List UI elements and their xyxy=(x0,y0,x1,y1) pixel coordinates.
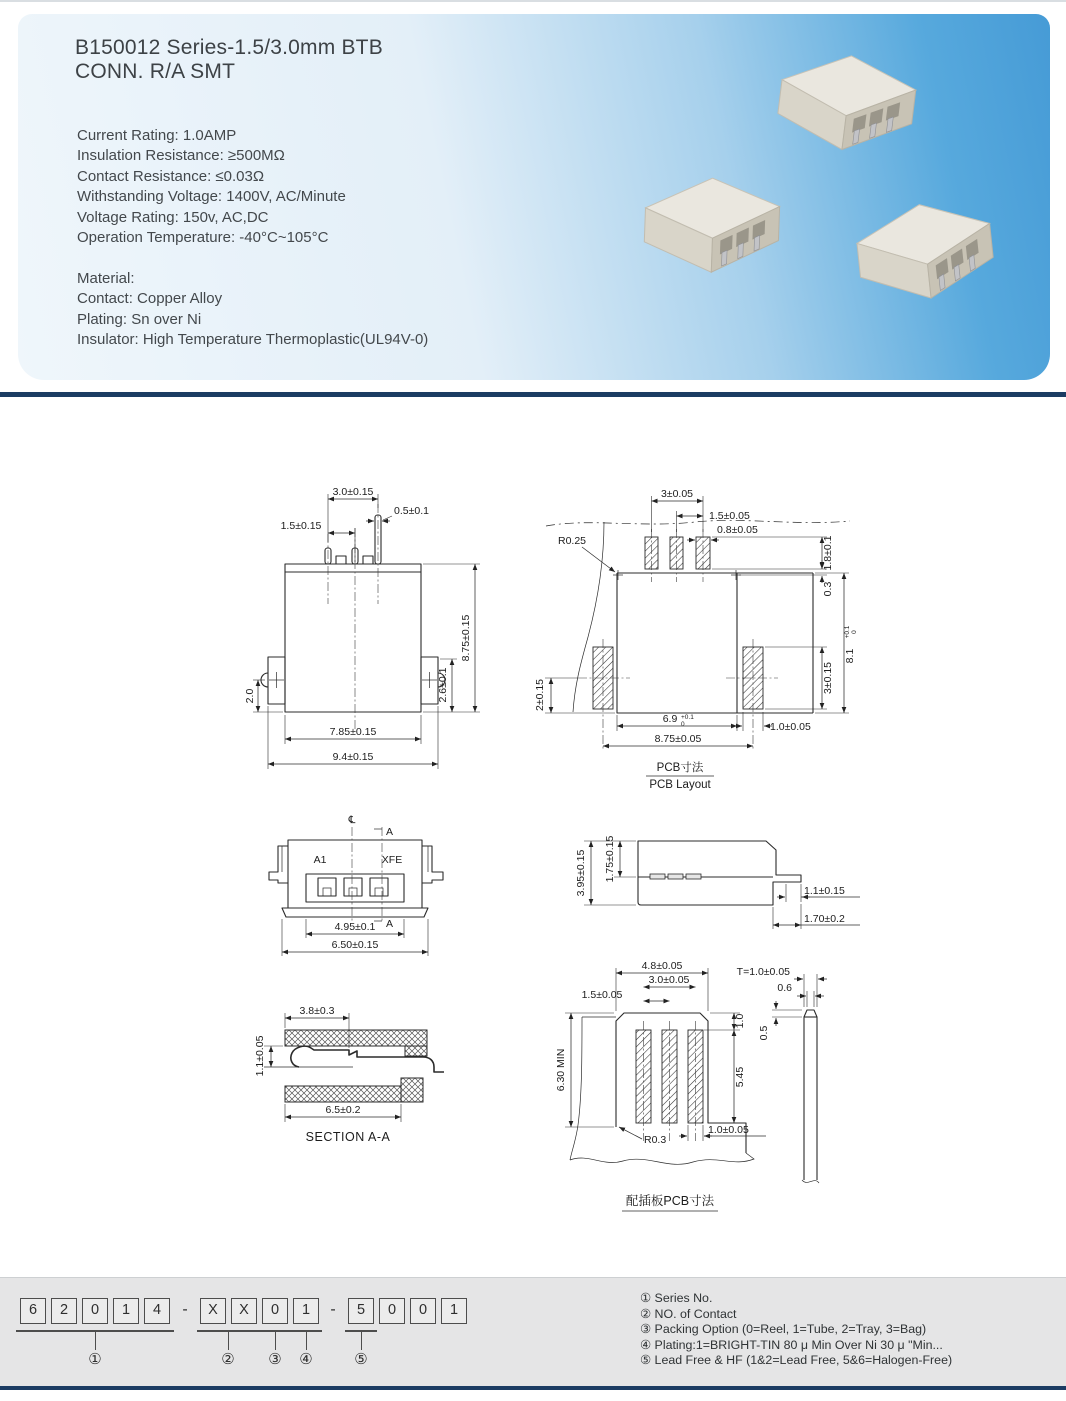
section-aa-dimensions xyxy=(254,1005,401,1144)
drawing-side-view xyxy=(568,805,883,955)
legend-plating: ④ Plating:1=BRIGHT-TIN 80 μ Min Over Ni 30 μ "Min... xyxy=(640,1337,943,1352)
marker-circle-2: ② xyxy=(221,1351,235,1368)
marker-connector-1 xyxy=(95,1332,96,1350)
spec-voltage-rating: Voltage Rating: 150v, AC,DC xyxy=(77,208,269,226)
ordering-legend xyxy=(640,1291,952,1369)
front-view-dimensions xyxy=(244,486,480,769)
dim-tab-height: 2.6±0.1 xyxy=(437,667,449,703)
pcb-layout-geometry xyxy=(546,520,850,750)
spec-insulation-resistance: Insulation Resistance: ≥500MΩ xyxy=(77,147,285,165)
part-code-box-8: 0 xyxy=(262,1298,288,1324)
dim-upper-height: 1.75±0.15 xyxy=(604,835,616,883)
dim-pad-edge: 1.8±0.1 xyxy=(822,535,834,571)
part-code-box-9: 1 xyxy=(293,1298,319,1324)
product-photo-connector-left xyxy=(643,176,780,275)
legend-lead-free: ⑤ Lead Free & HF (1&2=Lead Free, 5&6=Halogen-Free) xyxy=(640,1353,953,1368)
dim-inner-sub: 0 xyxy=(681,721,685,728)
dim-mating-half-pitch: 1.5±0.05 xyxy=(581,989,623,1001)
dim-mating-radius: R0.3 xyxy=(644,1134,667,1146)
dim-body-width: 7.85±0.15 xyxy=(329,726,377,738)
dim-inner-sup: +0.1 xyxy=(681,714,694,721)
part-code-box-13: 1 xyxy=(441,1298,467,1324)
drawing-pcb-layout xyxy=(530,482,865,790)
spec-list xyxy=(77,126,346,248)
legend-series-no: ① Series No. xyxy=(640,1291,713,1305)
spec-contact-resistance: Contact Resistance: ≤0.03Ω xyxy=(77,167,265,185)
dim-depth-sup: +0.1 xyxy=(844,625,851,639)
section-aa-geometry xyxy=(264,1030,444,1102)
dim-side-pad-offset: 2±0.15 xyxy=(534,678,546,712)
dim-slot-width: 4.8±0.05 xyxy=(641,960,683,972)
part-code-box-5: 4 xyxy=(144,1298,170,1324)
side-view-dimensions xyxy=(575,836,860,929)
title-line-1: B150012 Series-1.5/3.0mm BTB xyxy=(75,36,383,59)
pcb-layout-dimensions xyxy=(534,488,858,791)
marker-connector-4 xyxy=(306,1332,307,1350)
dim-gap: 0.3 xyxy=(822,581,834,597)
label-position-a1: A1 xyxy=(313,854,327,866)
spec-withstanding-voltage: Withstanding Voltage: 1400V, AC/Minute xyxy=(77,188,346,206)
dim-span: 8.75±0.05 xyxy=(654,733,702,745)
dim-mating-pad-width: 1.0±0.05 xyxy=(708,1124,749,1136)
marker-circle-1: ① xyxy=(88,1351,102,1368)
part-code-separator-2: - xyxy=(330,1301,336,1318)
pcb-caption-en: PCB Layout xyxy=(649,779,711,791)
marker-circle-3: ③ xyxy=(268,1351,282,1368)
footer-rule xyxy=(0,1386,1066,1390)
legend-no-of-contact: ② NO. of Contact xyxy=(640,1306,737,1321)
centerline-symbol: ℄ xyxy=(348,814,356,826)
part-code-box-1: 6 xyxy=(20,1298,46,1324)
side-view-geometry xyxy=(638,841,801,905)
dim-min-height: 6.30 MIN xyxy=(555,1048,567,1092)
product-photo xyxy=(616,20,1046,372)
dim-section-width: 6.5±0.2 xyxy=(325,1104,361,1116)
dim-side-pad-height: 3±0.15 xyxy=(822,661,834,695)
part-code-box-10: 5 xyxy=(348,1298,374,1324)
mating-caption: 配插板PCB寸法 xyxy=(625,1194,715,1208)
front-view-geometry xyxy=(261,504,445,732)
dim-board-thickness: T=1.0±0.05 xyxy=(736,966,790,978)
drawing-face-view xyxy=(268,810,458,965)
dim-lead-length: 1.1±0.15 xyxy=(804,885,845,897)
part-code-box-7: X xyxy=(231,1298,257,1324)
page-title xyxy=(75,36,383,84)
product-photo-connector-top xyxy=(774,48,918,158)
drawing-section-aa xyxy=(253,1000,473,1155)
dim-tip-height: 0.5 xyxy=(758,1025,770,1041)
dim-pad-pitch: 3±0.05 xyxy=(660,488,694,500)
dim-contact-reach: 3.8±0.3 xyxy=(299,1005,335,1017)
dim-corner-radius: R0.25 xyxy=(558,535,587,547)
part-code-box-12: 0 xyxy=(410,1298,436,1324)
dim-depth: 8.1 xyxy=(844,648,856,664)
page-top-rule xyxy=(0,0,1066,2)
section-mark-top: A xyxy=(386,826,394,838)
drawing-front-view xyxy=(245,482,505,772)
title-line-2: CONN. R/A SMT xyxy=(75,60,236,83)
dim-side-pad-width: 1.0±0.05 xyxy=(770,721,811,733)
dim-half-pitch: 1.5±0.15 xyxy=(280,520,322,532)
dim-inner-width: 6.9 xyxy=(662,713,678,725)
ordering-section xyxy=(0,1277,1066,1387)
dim-pin-width: 0.5±0.1 xyxy=(394,505,429,517)
dim-depth-sub: 0 xyxy=(851,630,858,634)
part-code-box-3: 0 xyxy=(82,1298,108,1324)
spec-current-rating: Current Rating: 1.0AMP xyxy=(77,127,237,144)
dim-pad-width: 0.8±0.05 xyxy=(717,524,758,536)
material-contact: Contact: Copper Alloy xyxy=(77,290,223,308)
marker-connector-3 xyxy=(275,1332,276,1350)
material-list xyxy=(77,269,428,351)
dim-pad-offset: 1.0 xyxy=(734,1013,746,1029)
face-view-labels xyxy=(282,814,428,956)
dim-pad-half-pitch: 1.5±0.05 xyxy=(709,510,750,522)
spec-operation-temperature: Operation Temperature: -40°C~105°C xyxy=(77,229,329,247)
label-brand-xfe: XFE xyxy=(381,854,403,866)
dim-total-width: 9.4±0.15 xyxy=(332,751,374,763)
legend-packing-option: ③ Packing Option (0=Reel, 1=Tube, 2=Tray, 3=Bag) xyxy=(640,1322,927,1337)
material-insulator: Insulator: High Temperature Thermoplastic(UL94V-0) xyxy=(77,331,429,349)
material-plating: Plating: Sn over Ni xyxy=(77,310,202,328)
face-view-geometry xyxy=(269,827,443,923)
section-caption: SECTION A-A xyxy=(305,1130,391,1144)
group-underline-2 xyxy=(197,1330,261,1332)
part-code-box-6: X xyxy=(200,1298,226,1324)
dim-body-height: 8.75±0.15 xyxy=(460,614,472,662)
marker-circle-5: ⑤ xyxy=(354,1351,368,1368)
header-card xyxy=(18,14,1050,380)
mating-pcb-geometry xyxy=(570,1010,819,1183)
marker-circle-4: ④ xyxy=(299,1351,313,1368)
marker-connector-5 xyxy=(361,1332,362,1350)
marker-connector-2 xyxy=(228,1332,229,1350)
dim-total-height: 3.95±0.15 xyxy=(575,849,587,897)
dim-lip-width: 6.50±0.15 xyxy=(331,939,379,951)
drawing-mating-pcb xyxy=(555,955,848,1220)
section-mark-bottom: A xyxy=(386,918,394,930)
dim-pin-pitch: 3.0±0.15 xyxy=(332,486,374,498)
dim-tip-width: 0.6 xyxy=(777,982,792,994)
product-photo-connector-right xyxy=(854,198,997,305)
dim-side-offset: 2.0 xyxy=(244,688,256,704)
part-code-separator-1: - xyxy=(182,1301,188,1318)
dim-mating-pitch: 3.0±0.05 xyxy=(648,974,690,986)
part-code-box-2: 2 xyxy=(51,1298,77,1324)
part-code-box-11: 0 xyxy=(379,1298,405,1324)
material-title: Material: xyxy=(77,270,135,287)
header-divider-rule xyxy=(0,392,1066,397)
pcb-caption-cn: PCB寸法 xyxy=(656,762,704,774)
dim-wall: 1.1±0.05 xyxy=(254,1035,266,1077)
dim-opening-width: 4.95±0.1 xyxy=(334,921,376,933)
part-code-box-4: 1 xyxy=(113,1298,139,1324)
dim-mating-pad-height: 5.45 xyxy=(734,1066,746,1088)
dim-foot-length: 1.70±0.2 xyxy=(804,913,845,925)
